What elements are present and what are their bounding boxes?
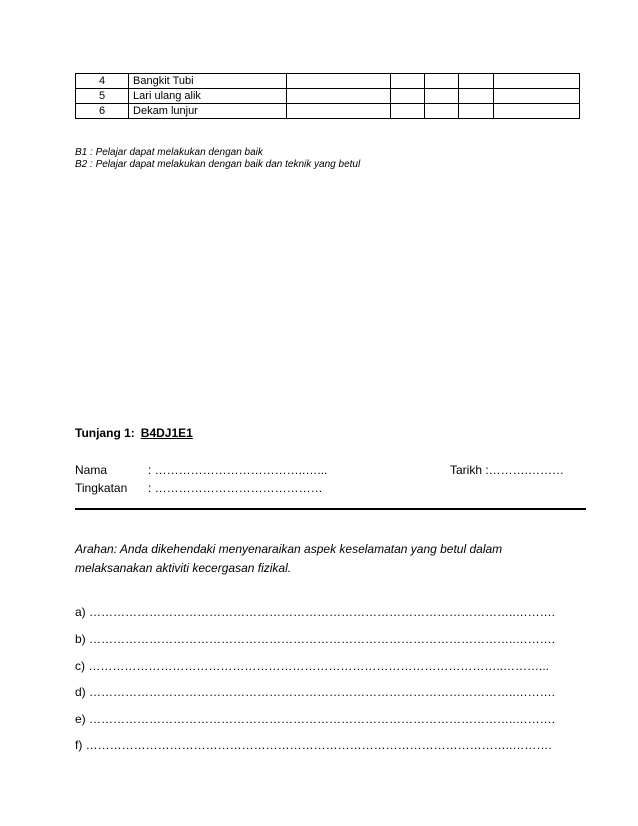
activity-name: Bangkit Tubi bbox=[129, 74, 287, 89]
legend-b1: B1 : Pelajar dapat melakukan dengan baik bbox=[75, 147, 263, 158]
score-cell bbox=[493, 89, 579, 104]
score-cell bbox=[425, 89, 459, 104]
activity-score-table bbox=[75, 73, 580, 119]
row-number: 5 bbox=[76, 89, 129, 104]
score-cell bbox=[493, 74, 579, 89]
answer-line-a[interactable]: a) ……………………………………………………………………………………………..………. bbox=[75, 605, 556, 619]
table-row bbox=[76, 89, 580, 104]
answer-line-d[interactable]: d) ……………………………………………………………………………………………..………. bbox=[75, 685, 556, 699]
score-cell bbox=[459, 104, 493, 119]
row-number: 4 bbox=[76, 74, 129, 89]
divider bbox=[75, 508, 586, 510]
table-row bbox=[76, 74, 580, 89]
tingkatan-label: Tingkatan bbox=[75, 481, 128, 495]
score-cell bbox=[390, 104, 424, 119]
section-prefix: Tunjang 1: bbox=[75, 426, 135, 440]
score-cell bbox=[390, 74, 424, 89]
activity-name: Lari ulang alik bbox=[129, 89, 287, 104]
answer-line-f[interactable]: f) ……………………………………………………………………………………………..………. bbox=[75, 738, 552, 752]
score-cell bbox=[287, 74, 391, 89]
section-code: B4DJ1E1 bbox=[140, 426, 193, 440]
nama-label: Nama bbox=[75, 463, 108, 477]
score-cell bbox=[287, 104, 391, 119]
legend-b2: B2 : Pelajar dapat melakukan dengan baik dan teknik yang betul bbox=[75, 159, 361, 170]
row-number: 6 bbox=[76, 104, 129, 119]
tingkatan-field[interactable]: : …………………………………… bbox=[148, 481, 323, 495]
tarikh-field[interactable]: Tarikh :……….……… bbox=[450, 463, 565, 477]
score-cell bbox=[425, 104, 459, 119]
nama-field[interactable]: : ………………………………..…... bbox=[148, 463, 328, 477]
score-cell bbox=[390, 89, 424, 104]
score-cell bbox=[287, 89, 391, 104]
answer-line-e[interactable]: e) ……………………………………………………………………………………………..………. bbox=[75, 712, 556, 726]
answer-line-c[interactable]: c) …………………………………………………………………………………………..………... bbox=[75, 659, 549, 673]
score-cell bbox=[459, 74, 493, 89]
instructions: Arahan: Anda dikehendaki menyenaraikan aspek keselamatan yang betul dalam melaksanakan aktiviti kecergasan fizikal. bbox=[75, 542, 503, 575]
section-heading bbox=[75, 426, 193, 440]
answer-line-b[interactable]: b) ……………………………………………………………………………………………..………. bbox=[75, 632, 556, 646]
score-cell bbox=[425, 74, 459, 89]
table-row bbox=[76, 104, 580, 119]
activity-name: Dekam lunjur bbox=[129, 104, 287, 119]
score-cell bbox=[459, 89, 493, 104]
score-cell bbox=[493, 104, 579, 119]
